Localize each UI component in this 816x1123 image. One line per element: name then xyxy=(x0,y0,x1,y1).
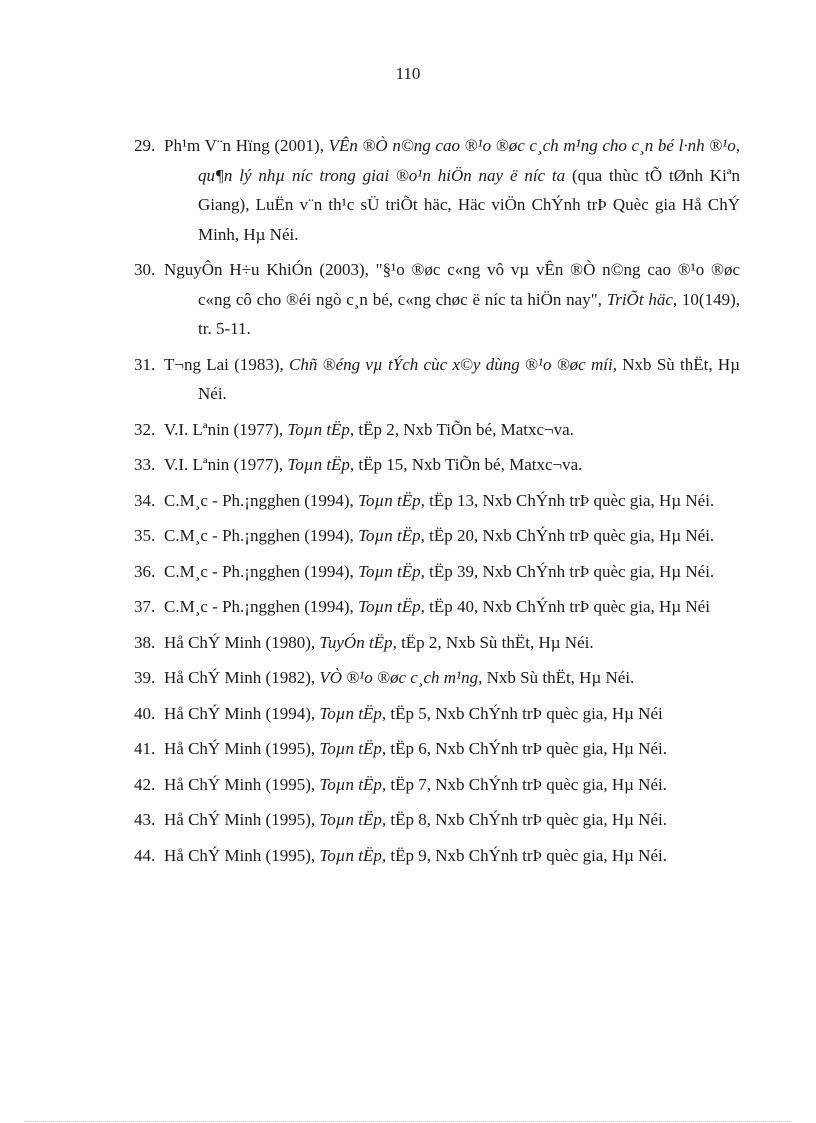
reference-title: Toµn tËp xyxy=(319,703,382,723)
reference-publication-info: , 10(149), tr. 5-11. xyxy=(198,289,740,338)
reference-author-year: Ph¹m V¨n Hïng (2001), xyxy=(164,136,329,155)
reference-publication-info: Nxb Sù thËt, Hµ Néi. xyxy=(198,354,740,403)
page-bottom-divider xyxy=(24,1121,792,1122)
reference-item xyxy=(134,592,740,622)
reference-title: Toµn tËp xyxy=(287,419,350,439)
reference-publication-info: , tËp 6, Nxb ChÝnh trÞ quèc gia, Hµ Néi. xyxy=(381,739,667,758)
reference-number: 31. xyxy=(134,354,156,374)
reference-item xyxy=(134,131,740,249)
reference-publication-info: , tËp 2, Nxb Sù thËt, Hµ Néi. xyxy=(392,632,594,652)
reference-number: 38. xyxy=(134,632,156,652)
reference-title: Toµn tËp, xyxy=(358,597,425,616)
reference-author-year: NguyÔn H÷u KhiÓn (2003), "§¹o ®øc c«ng vô vµ vÊn ®Ò n©ng cao ®¹o ®øc c«ng cô cho ®éi ngò c¸n bé, c«ng chøc ë níc ta hiÖn nay", xyxy=(164,260,740,309)
reference-author-year: V.I. Lªnin (1977), xyxy=(164,419,288,439)
reference-author-year: C.M¸c - Ph.¡ngghen (1994), xyxy=(164,490,359,510)
reference-author-year: Hå ChÝ Minh (1995), xyxy=(164,739,320,758)
reference-author-year: V.I. Lªnin (1977), xyxy=(164,455,288,474)
reference-number: 34. xyxy=(134,490,156,510)
reference-number: 40. xyxy=(134,703,156,723)
reference-publication-info: , tËp 15, Nxb TiÕn bé, Matxc¬va. xyxy=(349,455,583,474)
reference-item xyxy=(134,255,740,344)
reference-author-year: C.M¸c - Ph.¡ngghen (1994), xyxy=(164,526,359,545)
reference-publication-info: tËp 39, Nxb ChÝnh trÞ quèc gia, Hµ Néi. xyxy=(424,561,715,581)
reference-title: Toµn tËp, xyxy=(358,490,425,510)
reference-title: Toµn tËp xyxy=(319,739,382,758)
reference-title: TuyÓn tËp xyxy=(319,632,393,652)
reference-author-year: C.M¸c - Ph.¡ngghen (1994), xyxy=(164,561,359,581)
reference-author-year: C.M¸c - Ph.¡ngghen (1994), xyxy=(164,597,359,616)
reference-item xyxy=(134,699,740,729)
reference-number: 43. xyxy=(134,810,156,829)
reference-number: 32. xyxy=(134,419,156,439)
reference-item xyxy=(134,521,740,551)
reference-number: 36. xyxy=(134,561,156,581)
reference-publication-info: tËp 40, Nxb ChÝnh trÞ quèc gia, Hµ Néi xyxy=(424,597,710,616)
reference-list xyxy=(134,131,740,876)
reference-title: VÒ ®¹o ®øc c¸ch m¹ng, xyxy=(319,668,483,687)
reference-number: 35. xyxy=(134,526,156,545)
reference-publication-info: tËp 13, Nxb ChÝnh trÞ quèc gia, Hµ Néi. xyxy=(424,490,715,510)
reference-item xyxy=(134,841,740,871)
reference-publication-info: (qua thùc tÕ tØnh Kiªn Giang), LuËn v¨n th¹c sÜ triÕt häc, Häc viÖn ChÝnh trÞ Quèc gia Hå ChÝ Minh, Hµ Néi. xyxy=(198,165,740,244)
reference-item xyxy=(134,350,740,409)
reference-author-year: T¬ng Lai (1983), xyxy=(164,354,290,374)
reference-number: 33. xyxy=(134,455,156,474)
reference-number: 30. xyxy=(134,260,156,279)
reference-item xyxy=(134,450,740,480)
reference-number: 42. xyxy=(134,774,156,794)
reference-title: TriÕt häc xyxy=(606,289,673,309)
reference-number: 37. xyxy=(134,597,156,616)
reference-item xyxy=(134,415,740,445)
reference-item xyxy=(134,557,740,587)
reference-number: 44. xyxy=(134,845,156,865)
reference-author-year: Hå ChÝ Minh (1995), xyxy=(164,774,320,794)
reference-publication-info: tËp 8, Nxb ChÝnh trÞ quèc gia, Hµ Néi. xyxy=(386,810,667,829)
reference-author-year: Hå ChÝ Minh (1982), xyxy=(164,668,320,687)
reference-number: 39. xyxy=(134,668,156,687)
reference-publication-info: , tËp 20, Nxb ChÝnh trÞ quèc gia, Hµ Néi. xyxy=(420,526,715,545)
reference-item xyxy=(134,628,740,658)
reference-title: Toµn tËp, xyxy=(319,810,387,829)
reference-title: Toµn tËp, xyxy=(319,774,387,794)
reference-title: Toµn tËp, xyxy=(319,845,387,865)
reference-title: Chñ ®éng vµ tÝch cùc x©y dùng ®¹o ®øc míi, xyxy=(289,354,617,374)
reference-title: Toµn tËp xyxy=(358,526,421,545)
reference-number: 41. xyxy=(134,739,156,758)
reference-item xyxy=(134,805,740,835)
reference-title: Toµn tËp xyxy=(287,455,350,474)
reference-author-year: Hå ChÝ Minh (1994), xyxy=(164,703,320,723)
reference-item xyxy=(134,486,740,516)
reference-item xyxy=(134,770,740,800)
page-number: 110 xyxy=(395,64,421,83)
reference-item xyxy=(134,663,740,693)
reference-title: Toµn tËp, xyxy=(358,561,425,581)
reference-publication-info: Nxb Sù thËt, Hµ Néi. xyxy=(482,668,635,687)
reference-item xyxy=(134,734,740,764)
reference-number: 29. xyxy=(134,136,156,155)
reference-author-year: Hå ChÝ Minh (1995), xyxy=(164,845,320,865)
reference-title: VÊn ®Ò n©ng cao ®¹o ®øc c¸ch m¹ng cho c¸n bé l·nh ®¹o, qu¶n lý nhµ níc trong giai ®o¹n hiÖn nay ë níc ta xyxy=(198,136,740,185)
reference-publication-info: tËp 9, Nxb ChÝnh trÞ quèc gia, Hµ Néi. xyxy=(386,845,667,865)
reference-publication-info: , tËp 2, Nxb TiÕn bé, Matxc¬va. xyxy=(349,419,574,439)
reference-author-year: Hå ChÝ Minh (1995), xyxy=(164,810,320,829)
reference-publication-info: , tËp 5, Nxb ChÝnh trÞ quèc gia, Hµ Néi xyxy=(381,703,663,723)
reference-author-year: Hå ChÝ Minh (1980), xyxy=(164,632,320,652)
reference-publication-info: tËp 7, Nxb ChÝnh trÞ quèc gia, Hµ Néi. xyxy=(386,774,667,794)
